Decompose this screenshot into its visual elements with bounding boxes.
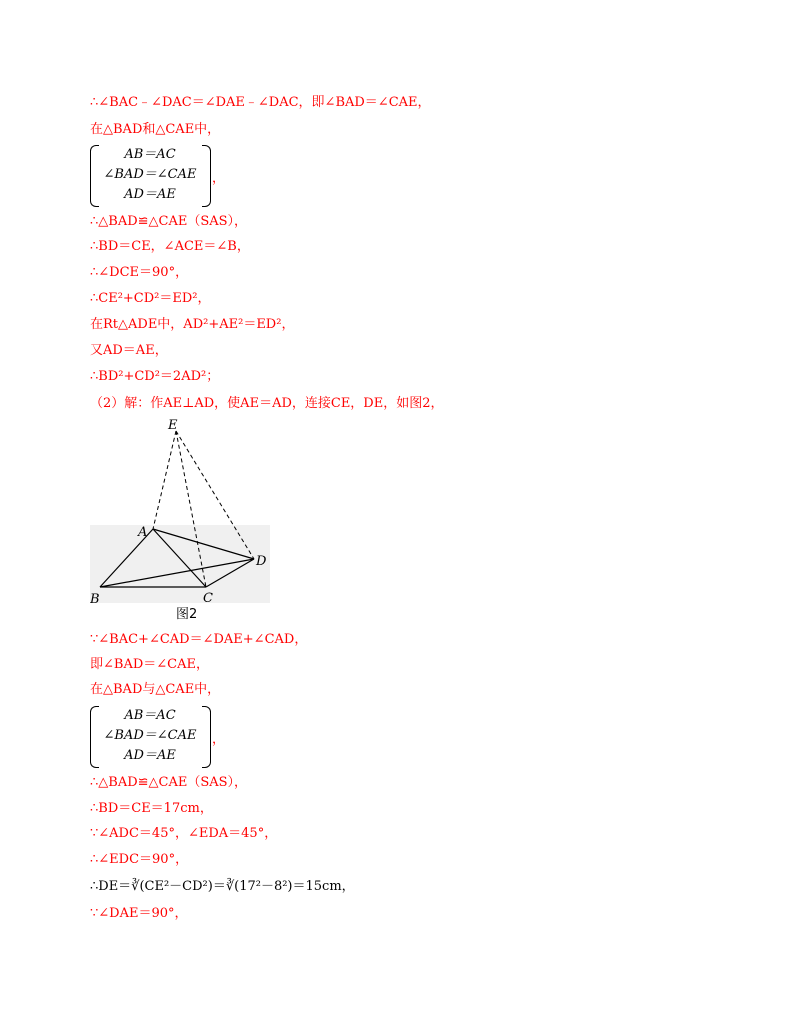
segment-EC [176, 431, 206, 587]
system-comma: ， [212, 171, 226, 186]
proof-line-15: ∴BD＝CE＝17cm， [90, 801, 213, 816]
geometry-figure-2 [90, 415, 270, 625]
proof-line-11: ∵∠BAC+∠CAD＝∠DAE+∠CAD， [90, 632, 308, 647]
right-brace [202, 706, 211, 768]
point-label-C: C [203, 591, 213, 605]
segment-EA [153, 431, 176, 529]
proof-line-8: 又AD＝AE， [90, 343, 168, 358]
segment-AC [153, 529, 206, 587]
proof-line-13: 在△BAD与△CAE中， [90, 682, 221, 697]
proof-line-1: ∴∠BAC﹣∠DAC＝∠DAE﹣∠DAC，即∠BAD＝∠CAE， [90, 95, 431, 110]
proof-line-4: ∴BD＝CE，∠ACE＝∠B， [90, 239, 250, 254]
system-comma: ， [212, 732, 226, 747]
system-row: AB＝AC [124, 708, 176, 723]
system-row: AB＝AC [124, 147, 176, 162]
equation-system-2 [90, 706, 226, 768]
system-row: AD＝AE [124, 187, 176, 202]
proof-line-10: （2）解：作AE⊥AD，使AE＝AD，连接CE，DE，如图2， [90, 396, 444, 411]
proof-line-3: ∴△BAD≌△CAE（SAS）， [90, 214, 248, 229]
system-row: ∠BAD＝∠CAE [103, 167, 197, 182]
proof-line-5: ∴∠DCE＝90°， [90, 265, 189, 280]
right-brace [202, 145, 211, 207]
proof-line-16: ∵∠ADC＝45°，∠EDA＝45°， [90, 826, 278, 841]
system-row: ∠BAD＝∠CAE [103, 728, 197, 743]
proof-line-14: ∴△BAD≌△CAE（SAS）， [90, 775, 248, 790]
figure-caption: 图2 [176, 607, 198, 622]
point-label-E: E [168, 418, 178, 433]
proof-line-19: ∵∠DAE＝90°， [90, 906, 188, 921]
proof-line-17: ∴∠EDC＝90°， [90, 852, 189, 867]
figure-svg [90, 415, 270, 605]
proof-line-18: ∴DE＝∛(CE²－CD²)＝∛(17²－8²)＝15cm， [90, 879, 355, 894]
point-label-D: D [256, 554, 267, 569]
system-row: AD＝AE [124, 748, 176, 763]
point-label-A: A [138, 525, 148, 540]
equation-system-1 [90, 145, 226, 207]
proof-line-12: 即∠BAD＝∠CAE， [90, 657, 209, 672]
proof-line-6: ∴CE²+CD²＝ED²， [90, 291, 211, 306]
point-label-B: B [90, 592, 100, 605]
proof-line-9: ∴BD²+CD²＝2AD²； [90, 369, 220, 384]
proof-line-7: 在Rt△ADE中，AD²+AE²＝ED²， [90, 317, 295, 332]
proof-line-2: 在△BAD和△CAE中， [90, 122, 221, 137]
